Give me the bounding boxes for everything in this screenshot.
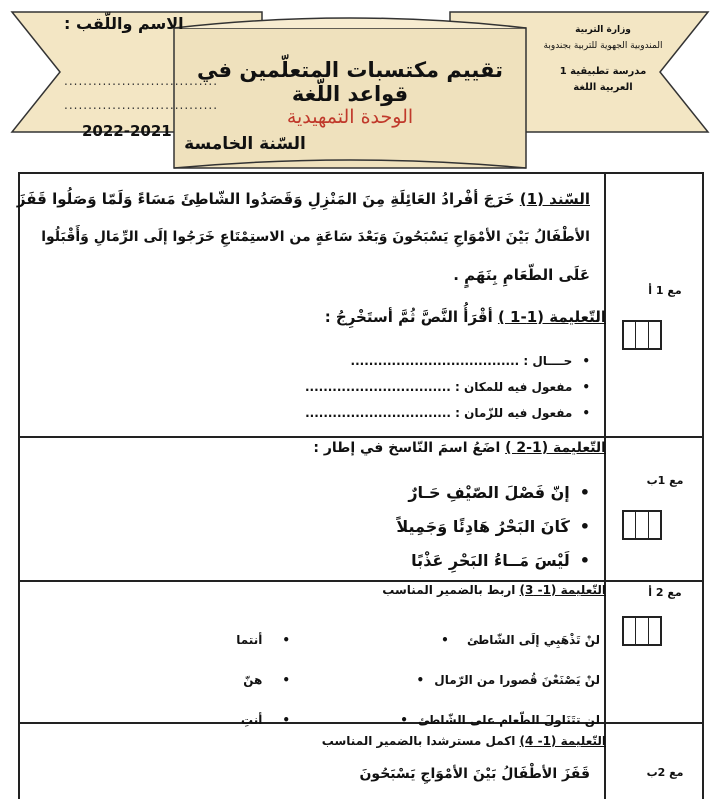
list-item: لنْ تَذْهَبِي إلَى الشّاطئ • (441, 633, 600, 647)
instruction-text: اربط بالضمير المناسب (382, 583, 516, 597)
score-boxes (622, 320, 662, 350)
row-divider (20, 436, 702, 438)
q3-left-column (330, 620, 600, 740)
instruction-label: التّعليمة (1-1 ) (497, 308, 606, 326)
passage-line: عَلَى الطّعَامِ بِنَهَمٍ . (453, 266, 590, 284)
q2-instruction (200, 440, 606, 456)
list-item: • كَانَ البَحْرُ هَادِئًا وَجَمِيلاً (300, 510, 590, 544)
regional-office: المندوبية الجهوية للتربية بجندوبة (543, 41, 663, 51)
row-divider (20, 580, 702, 582)
list-item: •أنتما (236, 633, 290, 647)
instruction-text: اضَعُ اسمَ النّاسخ في إطار : (313, 440, 501, 456)
criterion-1a: مع 1 أ (648, 284, 682, 297)
criterion-1b: مع 1ب (646, 474, 684, 487)
ministry-name: وزارة التربية (575, 25, 631, 35)
passage-label: السّند (1) (519, 190, 590, 208)
list-item: • مفعول فيه للمكان : ................................ (200, 374, 590, 400)
q3-instruction (200, 583, 606, 597)
instruction-text: اكمل مسترشدا بالضمير المناسب (321, 734, 516, 748)
score-boxes (622, 616, 662, 646)
list-item: لنْ يَصْنَعْنَ قُصورا من الرّمال • (416, 673, 600, 687)
criterion-2b: مع 2ب (646, 766, 684, 779)
student-surname-dots: ................................ (64, 98, 219, 112)
student-name-dots: ................................ (64, 74, 219, 88)
subject-name: العربية اللغة (573, 82, 633, 93)
passage-line: الأطْفَالُ بَيْنَ الأمْوَاجِ يَسْبَحُونَ وَبَعْدَ سَاعَةٍ من الاستِمْتَاعِ خَرَجُوا إلَى الرِّمَالِ وَأَقْبَلُوا (41, 229, 590, 245)
instruction-label: التّعليمة (1-2 ) (505, 440, 606, 456)
list-item: • مفعول فيه للزّمان : ................................ (200, 400, 590, 426)
list-item: • لَيْسَ مَــاءُ البَحْرِ عَذْبًا (300, 544, 590, 578)
school-year: 2022-2021 (82, 122, 172, 140)
page-title: تقييم مكتسبات المتعلّمين في قواعد اللّغة (197, 58, 503, 106)
q4-sentence: قَفَزَ الأطْفَالُ بَيْنَ الأمْوَاجِ يَسْبَحُونَ (359, 766, 590, 782)
passage-line: خَرَجَ أفْرادُ العَائِلَةِ مِنَ المَنْزِلِ وَقَصَدُوا الشّاطِئَ مَسَاءً وَلَمّا وَصَلُوا قَفَزَ (16, 190, 515, 208)
score-boxes (622, 510, 662, 540)
grade-label: السّنة الخامسة (184, 134, 306, 154)
q3-right-column (200, 620, 290, 740)
q2-items (300, 476, 590, 578)
q4-instruction (200, 734, 606, 748)
student-name-label: الاسم واللّقب : (64, 14, 184, 33)
q1-items (200, 348, 590, 426)
q1-instruction (200, 308, 606, 326)
page-subtitle: الوحدة التمهيدية (286, 106, 414, 128)
text-passage (16, 180, 590, 294)
column-divider (604, 174, 606, 799)
list-item: لن تتَنَاولَ الطّعام على الشّاطئ • (400, 713, 600, 727)
school-name: مدرسة تطبيقية 1 (559, 66, 647, 77)
list-item: • حــــال : ..................................... (200, 348, 590, 374)
list-item: •أنتِ (241, 713, 290, 727)
list-item: • إنّ فَصْلَ الصّيْفِ حَـارٌ (300, 476, 590, 510)
ministry-block (543, 22, 663, 96)
instruction-text: أقْرَأُ النَّصَّ ثُمَّ أستَخْرِجُ : (324, 308, 493, 326)
instruction-label: التّعليمة (1- 4) (519, 734, 606, 748)
instruction-label: التّعليمة (1- 3) (519, 583, 606, 597)
list-item: •هنّ (243, 673, 290, 687)
criterion-2a: مع 2 أ (648, 586, 682, 599)
